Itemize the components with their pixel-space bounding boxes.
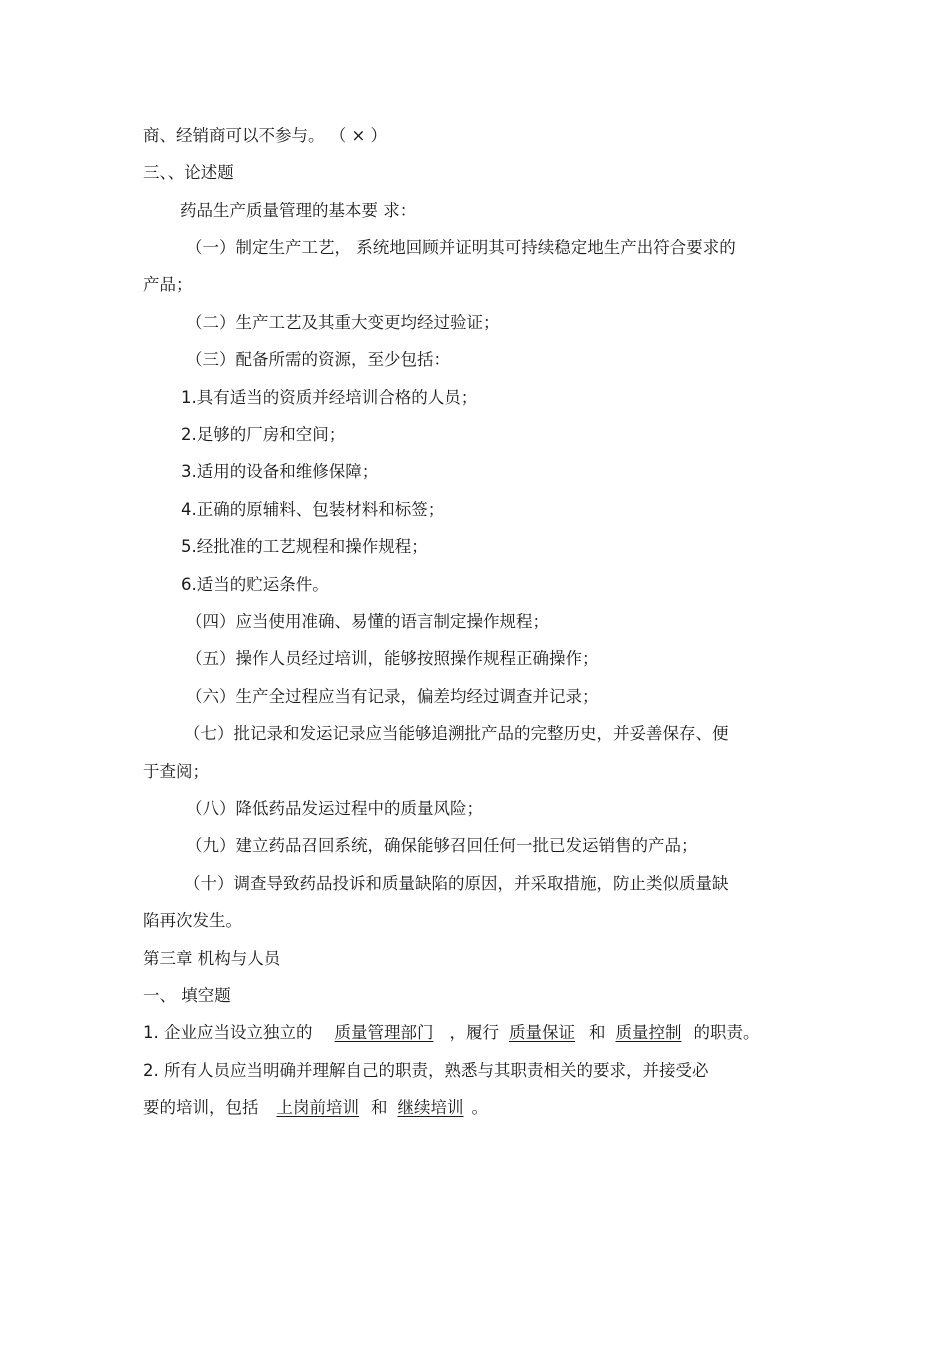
section-heading: 一、 填空题 [143,986,231,1005]
answer-blank: 质量保证 [509,1023,575,1042]
answer-blank: 继续培训 [397,1098,464,1117]
list-item: 4.正确的原辅料、包装材料和标签； [181,500,445,519]
text-line: （四）应当使用准确、易懂的语言制定操作规程； [186,612,549,631]
list-item: 3.适用的设备和维修保障； [181,462,379,481]
fill-question-1 [143,1022,760,1044]
list-item: 6.适当的贮运条件。 [181,575,329,594]
text-line: （一）制定生产工艺， 系统地回顾并证明其可持续稳定地生产出符合要求的 [186,238,736,257]
question-text: ，履行 [449,1023,499,1042]
question-text: 的职责。 [693,1023,760,1042]
question-text: 1. 企业应当设立独立的 [143,1023,313,1042]
text-line: 陷再次发生。 [143,911,242,930]
list-item: 1.具有适当的资质并经培训合格的人员； [181,388,478,407]
text-line: 商、经销商可以不参与。 （ × ） [143,126,388,145]
list-item: 2.足够的厂房和空间； [181,425,346,444]
question-text: 。 [471,1098,488,1117]
essay-question: 药品生产质量管理的基本要 求： [180,201,417,220]
answer-blank: 质量管理部门 [334,1023,434,1042]
chapter-heading: 第三章 机构与人员 [143,949,281,968]
answer-blank: 质量控制 [615,1023,682,1042]
text-line: （六）生产全过程应当有记录，偏差均经过调查并记录； [186,687,599,706]
question-text: 要的培训，包括 [143,1098,259,1117]
text-line: 产品； [143,275,193,294]
list-item: 5.经批准的工艺规程和操作规程； [181,537,428,556]
question-text: 和 [589,1023,606,1042]
text-line: （九）建立药品召回系统，确保能够召回任何一批已发运销售的产品； [186,836,698,855]
answer-blank: 上岗前培训 [276,1098,359,1117]
text-line: （二）生产工艺及其重大变更均经过验证； [186,313,500,332]
question-text: 和 [371,1098,388,1117]
section-heading: 三、、论述题 [143,163,234,182]
fill-question-2: 2. 所有人员应当明确并理解自己的职责，熟悉与其职责相关的要求，并接受必 [143,1061,709,1080]
text-line: （十）调查导致药品投诉和质量缺陷的原因，并采取措施，防止类似质量缺 [184,874,729,893]
text-line: （七）批记录和发运记录应当能够追溯批产品的完整历史，并妥善保存、便 [184,724,729,743]
text-line: （三）配备所需的资源，至少包括： [186,350,450,369]
text-line: （五）操作人员经过培训，能够按照操作规程正确操作； [186,649,599,668]
text-line: （八）降低药品发运过程中的质量风险； [186,799,483,818]
fill-question-2-cont [143,1097,488,1119]
text-line: 于查阅； [143,762,209,781]
